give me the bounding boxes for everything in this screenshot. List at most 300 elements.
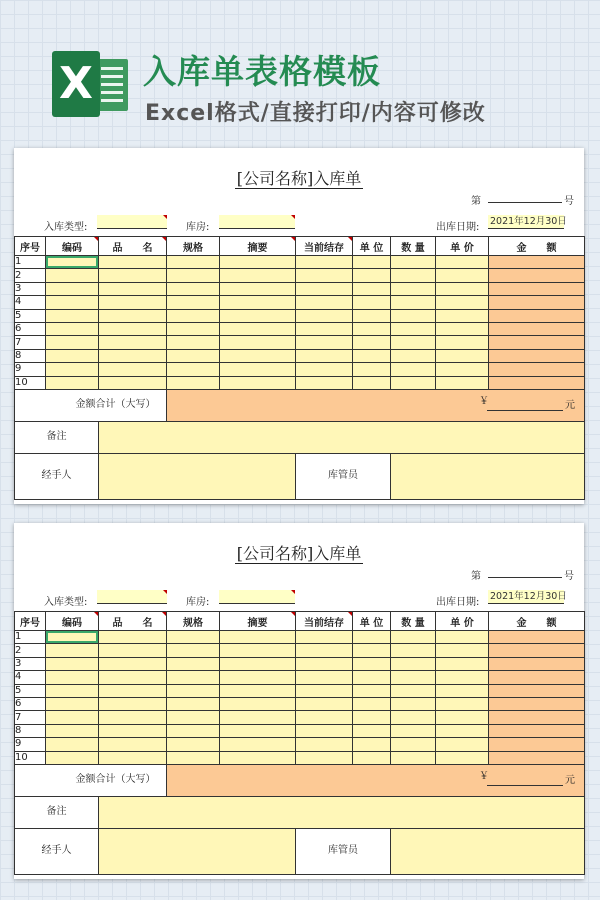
cell-balance[interactable] — [296, 724, 353, 737]
cell-amount[interactable] — [489, 376, 585, 389]
cell-quantity[interactable] — [391, 363, 436, 376]
col-summary-header: 摘要 — [220, 237, 296, 256]
type-label: 入库类型: — [44, 597, 88, 608]
table-row — [15, 309, 585, 322]
col-amount-header: 金 额 — [489, 612, 585, 631]
handler-field[interactable] — [99, 828, 296, 874]
table-row — [15, 697, 585, 710]
cell-quantity[interactable] — [391, 256, 436, 269]
total-label: 金额合计（大写） — [15, 764, 167, 796]
cell-quantity[interactable] — [391, 684, 436, 697]
comment-marker-icon — [291, 237, 295, 241]
cell-spec[interactable] — [167, 724, 220, 737]
cell-unit[interactable] — [353, 644, 391, 657]
cell-code[interactable] — [46, 671, 99, 684]
row-number: 2 — [15, 269, 46, 282]
cell-amount[interactable] — [489, 282, 585, 295]
cell-price[interactable] — [436, 671, 489, 684]
cell-spec[interactable] — [167, 269, 220, 282]
form-title: [公司名称]入库单 — [236, 544, 362, 563]
cell-amount[interactable] — [489, 269, 585, 282]
cell-balance[interactable] — [296, 684, 353, 697]
col-spec-header: 规格 — [167, 612, 220, 631]
cell-code[interactable] — [46, 724, 99, 737]
cell-name[interactable] — [99, 631, 167, 644]
cell-price[interactable] — [436, 711, 489, 724]
table-row — [15, 376, 585, 389]
col-quantity-header: 数 量 — [391, 612, 436, 631]
handler-field[interactable] — [99, 453, 296, 499]
cell-spec[interactable] — [167, 296, 220, 309]
cell-spec[interactable] — [167, 657, 220, 670]
table-header-row — [15, 237, 585, 256]
comment-marker-icon — [291, 612, 295, 616]
number-suffix: 号 — [564, 571, 574, 582]
cell-price[interactable] — [436, 684, 489, 697]
comment-marker-icon — [94, 612, 98, 616]
cell-price[interactable] — [436, 376, 489, 389]
cell-price[interactable] — [436, 336, 489, 349]
cell-balance[interactable] — [296, 363, 353, 376]
cell-amount[interactable] — [489, 724, 585, 737]
cell-code[interactable] — [46, 376, 99, 389]
row-number: 7 — [15, 711, 46, 724]
cell-balance[interactable] — [296, 657, 353, 670]
row-number: 10 — [15, 751, 46, 764]
row-number: 10 — [15, 376, 46, 389]
cell-unit[interactable] — [353, 336, 391, 349]
excel-logo-letter: X — [59, 58, 93, 109]
cell-amount[interactable] — [489, 657, 585, 670]
handler-label: 经手人 — [15, 828, 99, 874]
cell-spec[interactable] — [167, 309, 220, 322]
cell-code[interactable] — [46, 751, 99, 764]
col-name-header: 品 名 — [99, 612, 167, 631]
cell-summary[interactable] — [220, 697, 296, 710]
cell-spec[interactable] — [167, 631, 220, 644]
cell-price[interactable] — [436, 282, 489, 295]
cell-summary[interactable] — [220, 724, 296, 737]
col-amount-header: 金 额 — [489, 237, 585, 256]
cell-spec[interactable] — [167, 363, 220, 376]
cell-balance[interactable] — [296, 751, 353, 764]
cell-balance[interactable] — [296, 376, 353, 389]
number-suffix: 号 — [564, 196, 574, 207]
page-header — [0, 0, 600, 140]
number-prefix: 第 — [471, 196, 481, 207]
cell-quantity[interactable] — [391, 711, 436, 724]
cell-unit[interactable] — [353, 322, 391, 335]
cell-balance[interactable] — [296, 711, 353, 724]
cell-price[interactable] — [436, 631, 489, 644]
cell-price[interactable] — [436, 296, 489, 309]
cell-name[interactable] — [99, 349, 167, 362]
receipt-sheet-1 — [14, 148, 584, 504]
total-amount-line — [487, 398, 563, 411]
keeper-label: 库管员 — [296, 828, 391, 874]
cell-spec[interactable] — [167, 711, 220, 724]
handler-label: 经手人 — [15, 453, 99, 499]
cell-amount[interactable] — [489, 671, 585, 684]
cell-quantity[interactable] — [391, 671, 436, 684]
table-row — [15, 657, 585, 670]
cell-quantity[interactable] — [391, 309, 436, 322]
cell-amount[interactable] — [489, 697, 585, 710]
remark-row — [15, 796, 585, 828]
date-field[interactable]: 2021年12月30日 — [490, 591, 567, 602]
cell-code[interactable] — [46, 697, 99, 710]
cell-quantity[interactable] — [391, 336, 436, 349]
cell-code[interactable] — [46, 336, 99, 349]
cell-unit[interactable] — [353, 671, 391, 684]
cell-spec[interactable] — [167, 349, 220, 362]
col-price-header: 单 价 — [436, 237, 489, 256]
table-row — [15, 711, 585, 724]
cell-unit[interactable] — [353, 657, 391, 670]
cell-summary[interactable] — [220, 349, 296, 362]
cell-balance[interactable] — [296, 349, 353, 362]
cell-name[interactable] — [99, 269, 167, 282]
cell-amount[interactable] — [489, 349, 585, 362]
cell-name[interactable] — [99, 671, 167, 684]
comment-marker-icon — [162, 237, 166, 241]
cell-code[interactable] — [46, 309, 99, 322]
number-prefix: 第 — [471, 571, 481, 582]
cell-amount[interactable] — [489, 711, 585, 724]
date-field[interactable]: 2021年12月30日 — [490, 216, 567, 227]
cell-spec[interactable] — [167, 684, 220, 697]
table-row — [15, 738, 585, 751]
table-row — [15, 684, 585, 697]
cell-name[interactable] — [99, 657, 167, 670]
cell-summary[interactable] — [220, 644, 296, 657]
cell-name[interactable] — [99, 684, 167, 697]
cell-quantity[interactable] — [391, 296, 436, 309]
cell-unit[interactable] — [353, 751, 391, 764]
cell-quantity[interactable] — [391, 724, 436, 737]
col-index-header: 序号 — [15, 237, 46, 256]
cell-price[interactable] — [436, 309, 489, 322]
cell-spec[interactable] — [167, 322, 220, 335]
cell-code[interactable] — [46, 363, 99, 376]
cell-spec[interactable] — [167, 751, 220, 764]
cell-price[interactable] — [436, 349, 489, 362]
comment-marker-icon — [94, 237, 98, 241]
col-summary-header: 摘要 — [220, 612, 296, 631]
table-row — [15, 282, 585, 295]
keeper-field[interactable] — [391, 828, 585, 874]
receipt-sheet-2 — [14, 523, 584, 879]
cell-summary[interactable] — [220, 256, 296, 269]
cell-price[interactable] — [436, 363, 489, 376]
cell-summary[interactable] — [220, 322, 296, 335]
cell-spec[interactable] — [167, 738, 220, 751]
cell-unit[interactable] — [353, 269, 391, 282]
table-row — [15, 296, 585, 309]
items-table — [14, 236, 585, 500]
cell-name[interactable] — [99, 711, 167, 724]
cell-code[interactable] — [46, 657, 99, 670]
table-row — [15, 256, 585, 269]
cell-quantity[interactable] — [391, 349, 436, 362]
cell-summary[interactable] — [220, 631, 296, 644]
total-amount-line — [487, 773, 563, 786]
col-quantity-header: 数 量 — [391, 237, 436, 256]
cell-quantity[interactable] — [391, 751, 436, 764]
cell-price[interactable] — [436, 751, 489, 764]
table-row — [15, 322, 585, 335]
cell-name[interactable] — [99, 724, 167, 737]
table-row — [15, 631, 585, 644]
type-label: 入库类型: — [44, 222, 88, 233]
remark-field[interactable] — [99, 796, 585, 828]
remark-row — [15, 421, 585, 453]
table-row — [15, 336, 585, 349]
cell-amount[interactable] — [489, 751, 585, 764]
cell-unit[interactable] — [353, 309, 391, 322]
cell-code[interactable] — [46, 738, 99, 751]
cell-unit[interactable] — [353, 724, 391, 737]
cell-unit[interactable] — [353, 282, 391, 295]
cell-price[interactable] — [436, 697, 489, 710]
form-title: [公司名称]入库单 — [236, 169, 362, 188]
cell-quantity[interactable] — [391, 322, 436, 335]
yen-symbol: ￥ — [479, 770, 489, 782]
cell-summary[interactable] — [220, 657, 296, 670]
cell-summary[interactable] — [220, 309, 296, 322]
cell-code[interactable] — [46, 296, 99, 309]
cell-amount[interactable] — [489, 256, 585, 269]
number-field[interactable] — [488, 565, 562, 578]
row-number: 6 — [15, 322, 46, 335]
cell-quantity[interactable] — [391, 697, 436, 710]
cell-code[interactable] — [46, 711, 99, 724]
row-number: 2 — [15, 644, 46, 657]
cell-balance[interactable] — [296, 282, 353, 295]
cell-unit[interactable] — [353, 684, 391, 697]
table-row — [15, 671, 585, 684]
cell-amount[interactable] — [489, 684, 585, 697]
col-index-header: 序号 — [15, 612, 46, 631]
cell-name[interactable] — [99, 336, 167, 349]
cell-unit[interactable] — [353, 631, 391, 644]
cell-unit[interactable] — [353, 738, 391, 751]
table-row — [15, 751, 585, 764]
cell-amount[interactable] — [489, 644, 585, 657]
row-number: 1 — [15, 631, 46, 644]
row-number: 4 — [15, 671, 46, 684]
number-field[interactable] — [488, 190, 562, 203]
col-balance-header: 当前结存 — [296, 237, 353, 256]
row-number: 8 — [15, 724, 46, 737]
cell-price[interactable] — [436, 322, 489, 335]
cell-balance[interactable] — [296, 671, 353, 684]
row-number: 9 — [15, 738, 46, 751]
cell-summary[interactable] — [220, 671, 296, 684]
total-row — [15, 389, 585, 421]
page-subtitle: Excel格式/直接打印/内容可修改 — [145, 101, 486, 126]
cell-code[interactable] — [46, 256, 99, 269]
table-row — [15, 269, 585, 282]
cell-code[interactable] — [46, 269, 99, 282]
cell-price[interactable] — [436, 724, 489, 737]
cell-name[interactable] — [99, 697, 167, 710]
cell-balance[interactable] — [296, 697, 353, 710]
remark-label: 备注 — [15, 796, 99, 828]
signature-row — [15, 828, 585, 874]
warehouse-field[interactable] — [219, 590, 295, 604]
cell-summary[interactable] — [220, 269, 296, 282]
items-table — [14, 611, 585, 875]
cell-spec[interactable] — [167, 644, 220, 657]
cell-quantity[interactable] — [391, 631, 436, 644]
row-number: 5 — [15, 309, 46, 322]
cell-unit[interactable] — [353, 296, 391, 309]
row-number: 6 — [15, 697, 46, 710]
cell-amount[interactable] — [489, 738, 585, 751]
cell-unit[interactable] — [353, 711, 391, 724]
cell-price[interactable] — [436, 657, 489, 670]
cell-balance[interactable] — [296, 336, 353, 349]
col-code-header: 编码 — [46, 237, 99, 256]
cell-spec[interactable] — [167, 282, 220, 295]
cell-price[interactable] — [436, 269, 489, 282]
signature-row — [15, 453, 585, 499]
cell-balance[interactable] — [296, 256, 353, 269]
type-field[interactable] — [97, 590, 167, 604]
warehouse-label: 库房: — [186, 597, 210, 608]
cell-balance[interactable] — [296, 631, 353, 644]
cell-amount[interactable] — [489, 336, 585, 349]
cell-name[interactable] — [99, 376, 167, 389]
cell-spec[interactable] — [167, 697, 220, 710]
cell-name[interactable] — [99, 309, 167, 322]
cell-summary[interactable] — [220, 684, 296, 697]
page-title: 入库单表格模板 — [143, 52, 381, 91]
cell-code[interactable] — [46, 684, 99, 697]
cell-name[interactable] — [99, 296, 167, 309]
table-row — [15, 349, 585, 362]
cell-name[interactable] — [99, 363, 167, 376]
cell-quantity[interactable] — [391, 376, 436, 389]
table-row — [15, 724, 585, 737]
cell-code[interactable] — [46, 349, 99, 362]
cell-name[interactable] — [99, 751, 167, 764]
cell-summary[interactable] — [220, 711, 296, 724]
cell-amount[interactable] — [489, 322, 585, 335]
cell-name[interactable] — [99, 256, 167, 269]
table-row — [15, 644, 585, 657]
table-header-row — [15, 612, 585, 631]
cell-balance[interactable] — [296, 644, 353, 657]
cell-balance[interactable] — [296, 322, 353, 335]
cell-spec[interactable] — [167, 336, 220, 349]
cell-amount[interactable] — [489, 363, 585, 376]
row-number: 3 — [15, 657, 46, 670]
cell-amount[interactable] — [489, 309, 585, 322]
cell-code[interactable] — [46, 282, 99, 295]
warehouse-field[interactable] — [219, 215, 295, 229]
yen-symbol: ￥ — [479, 395, 489, 407]
cell-unit[interactable] — [353, 697, 391, 710]
cell-name[interactable] — [99, 644, 167, 657]
cell-summary[interactable] — [220, 363, 296, 376]
total-label: 金额合计（大写） — [15, 389, 167, 421]
row-number: 8 — [15, 349, 46, 362]
row-number: 7 — [15, 336, 46, 349]
cell-price[interactable] — [436, 256, 489, 269]
total-amount-field[interactable] — [167, 764, 585, 796]
cell-balance[interactable] — [296, 269, 353, 282]
yuan-label: 元 — [565, 774, 575, 786]
cell-unit[interactable] — [353, 363, 391, 376]
cell-quantity[interactable] — [391, 657, 436, 670]
col-unit-header: 单 位 — [353, 237, 391, 256]
col-price-header: 单 价 — [436, 612, 489, 631]
cell-quantity[interactable] — [391, 282, 436, 295]
col-code-header: 编码 — [46, 612, 99, 631]
row-number: 9 — [15, 363, 46, 376]
col-balance-header: 当前结存 — [296, 612, 353, 631]
cell-summary[interactable] — [220, 336, 296, 349]
cell-price[interactable] — [436, 644, 489, 657]
cell-quantity[interactable] — [391, 269, 436, 282]
cell-amount[interactable] — [489, 631, 585, 644]
cell-quantity[interactable] — [391, 738, 436, 751]
keeper-field[interactable] — [391, 453, 585, 499]
cell-balance[interactable] — [296, 738, 353, 751]
cell-amount[interactable] — [489, 296, 585, 309]
cell-summary[interactable] — [220, 282, 296, 295]
cell-name[interactable] — [99, 282, 167, 295]
remark-field[interactable] — [99, 421, 585, 453]
cell-spec[interactable] — [167, 376, 220, 389]
cell-name[interactable] — [99, 738, 167, 751]
cell-unit[interactable] — [353, 349, 391, 362]
cell-quantity[interactable] — [391, 644, 436, 657]
cell-name[interactable] — [99, 322, 167, 335]
row-number: 3 — [15, 282, 46, 295]
cell-unit[interactable] — [353, 256, 391, 269]
cell-price[interactable] — [436, 738, 489, 751]
cell-balance[interactable] — [296, 296, 353, 309]
row-number: 5 — [15, 684, 46, 697]
col-unit-header: 单 位 — [353, 612, 391, 631]
cell-summary[interactable] — [220, 751, 296, 764]
total-amount-field[interactable] — [167, 389, 585, 421]
cell-code[interactable] — [46, 631, 99, 644]
cell-summary[interactable] — [220, 738, 296, 751]
row-number: 4 — [15, 296, 46, 309]
cell-code[interactable] — [46, 644, 99, 657]
cell-code[interactable] — [46, 322, 99, 335]
comment-marker-icon — [348, 237, 352, 241]
table-row — [15, 363, 585, 376]
cell-unit[interactable] — [353, 376, 391, 389]
comment-marker-icon — [162, 612, 166, 616]
cell-balance[interactable] — [296, 309, 353, 322]
col-spec-header: 规格 — [167, 237, 220, 256]
cell-summary[interactable] — [220, 376, 296, 389]
warehouse-label: 库房: — [186, 222, 210, 233]
date-label: 出库日期: — [436, 597, 480, 608]
yuan-label: 元 — [565, 399, 575, 411]
type-field[interactable] — [97, 215, 167, 229]
cell-spec[interactable] — [167, 671, 220, 684]
cell-spec[interactable] — [167, 256, 220, 269]
cell-summary[interactable] — [220, 296, 296, 309]
comment-marker-icon — [348, 612, 352, 616]
